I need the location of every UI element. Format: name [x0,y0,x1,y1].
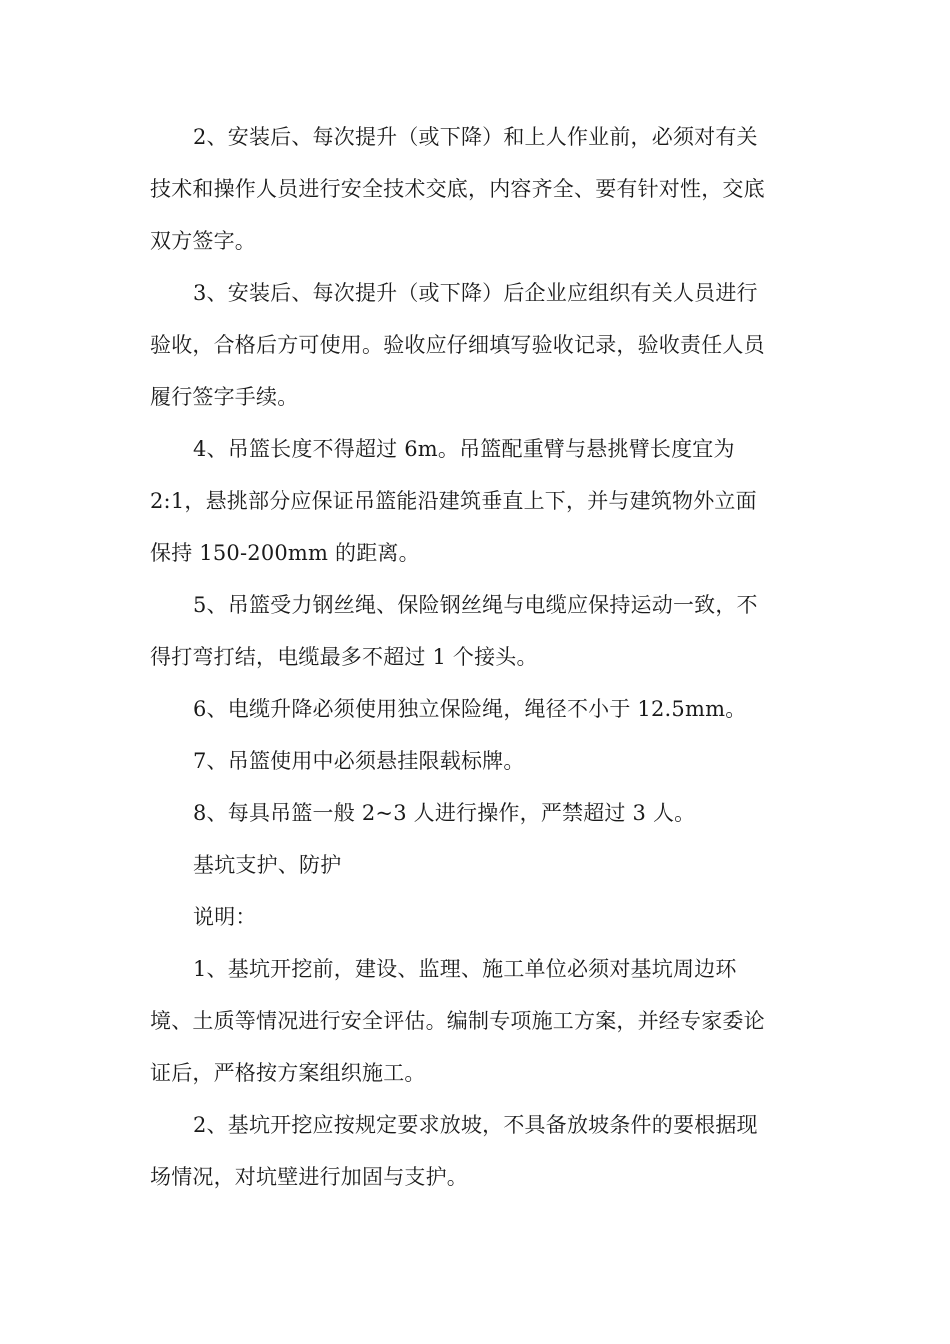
text-line: 验收，合格后方可使用。验收应仔细填写验收记录，验收责任人员 [150,333,765,357]
text-line: 2、基坑开挖应按规定要求放坡，不具备放坡条件的要根据现 [193,1113,758,1137]
text-line: 场情况，对坑壁进行加固与支护。 [150,1165,468,1189]
text-line: 双方签字。 [150,229,256,253]
text-line: 4、吊篮长度不得超过 6m。吊篮配重臂与悬挑臂长度宜为 [193,437,735,461]
text-line: 5、吊篮受力钢丝绳、保险钢丝绳与电缆应保持运动一致，不 [193,593,758,617]
text-line: 保持 150-200mm 的距离。 [150,541,420,565]
text-line: 技术和操作人员进行安全技术交底，内容齐全、要有针对性，交底 [150,177,765,201]
text-line: 8、每具吊篮一般 2~3 人进行操作，严禁超过 3 人。 [193,801,696,825]
text-line: 3、安装后、每次提升（或下降）后企业应组织有关人员进行 [193,281,758,305]
text-line: 境、土质等情况进行安全评估。编制专项施工方案，并经专家委论 [150,1009,765,1033]
text-line: 2:1，悬挑部分应保证吊篮能沿建筑垂直上下，并与建筑物外立面 [150,489,757,513]
text-line: 7、吊篮使用中必须悬挂限载标牌。 [193,749,525,773]
text-line: 得打弯打结，电缆最多不超过 1 个接头。 [150,645,538,669]
section-label: 说明： [193,905,257,929]
text-line: 2、安装后、每次提升（或下降）和上人作业前，必须对有关 [193,125,758,149]
text-line: 1、基坑开挖前，建设、监理、施工单位必须对基坑周边环 [193,957,737,981]
text-line: 6、电缆升降必须使用独立保险绳，绳径不小于 12.5mm。 [193,697,747,721]
section-heading: 基坑支护、防护 [193,853,342,877]
text-line: 证后，严格按方案组织施工。 [150,1061,426,1085]
text-line: 履行签字手续。 [150,385,299,409]
